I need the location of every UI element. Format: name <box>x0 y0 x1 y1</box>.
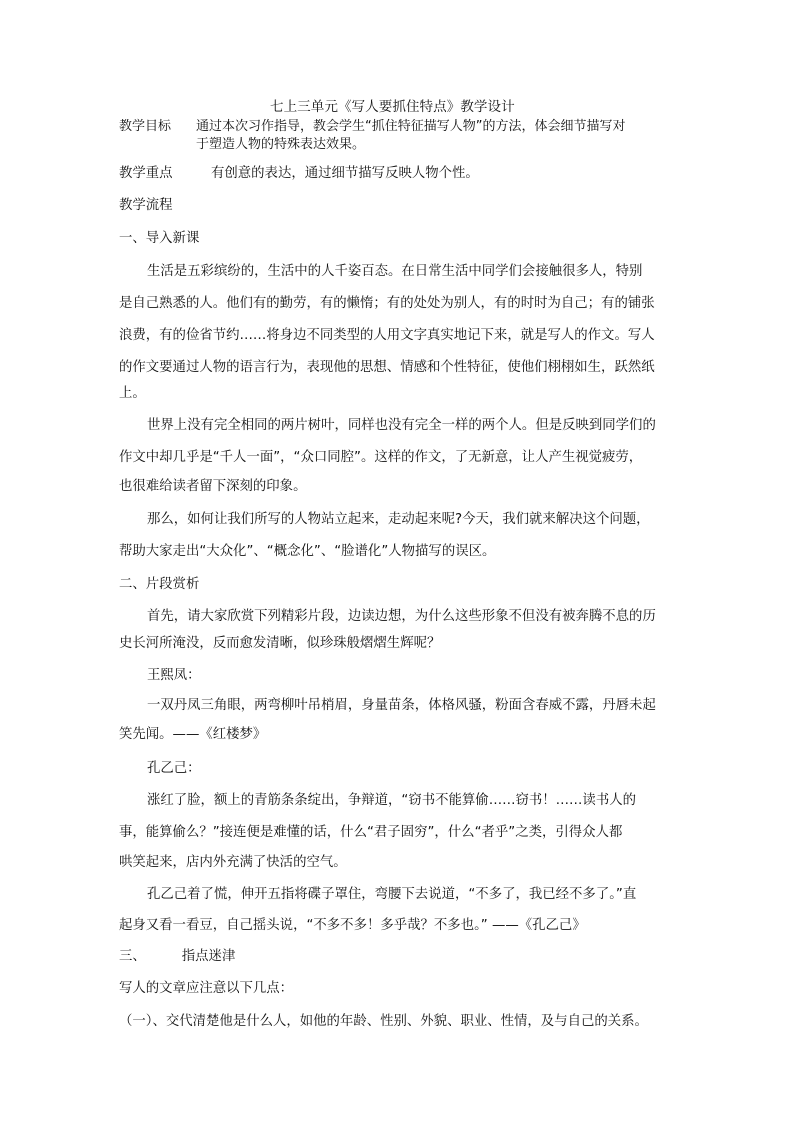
section1-para2-line-2: 作文中却几乎是“千人一面”，“众口同腔”。这样的作文，了无新意，让人产生视觉疲劳， <box>119 450 643 465</box>
section3-intro: 写人的文章应注意以下几点： <box>119 981 294 996</box>
section2-heading: 二、片段赏析 <box>119 577 200 592</box>
section1-para2-line-1: 世界上没有完全相同的两片树叶，同样也没有完全一样的两个人。但是反映到同学们的 <box>147 418 656 433</box>
section3-point-1: （一）、交代清楚他是什么人，如他的年龄、性别、外貌、职业、性情，及与自己的关系。 <box>119 1014 648 1029</box>
kong-yiji-text1-line-2: 事，能算偷么？”接连便是难懂的话，什么“君子固穷”，什么“者乎”之类，引得众人都 <box>119 825 623 840</box>
document-title: 七上三单元《写人要抓住特点》教学设计 <box>270 99 515 115</box>
kong-yiji-text2-line-2: 起身又看一看豆，自己摇头说，“不多不多！多乎哉？不多也。” ——《孔乙己》 <box>119 918 586 933</box>
section1-para3-line-1: 那么，如何让我们所写的人物站立起来，走动起来呢?今天，我们就来解决这个问题， <box>147 512 650 527</box>
section3-number: 三、 <box>119 949 146 964</box>
process-label: 教学流程 <box>119 198 173 213</box>
section2-intro-line-1: 首先，请大家欣赏下列精彩片段，边读边想，为什么这些形象不但没有被奔腾不息的历 <box>147 609 656 624</box>
wang-xifeng-name: 王熙凤： <box>147 668 201 683</box>
section1-para1-line-3: 浪费，有的俭省节约……将身边不同类型的人用文字真实地记下来，就是写人的作文。写人 <box>119 328 655 343</box>
section2-intro-line-2: 史长河所淹没，反而愈发清晰，似珍珠般熠熠生辉呢？ <box>119 636 441 651</box>
section3-title: 指点迷津 <box>181 949 236 964</box>
kong-yiji-text1-line-3: 哄笑起来，店内外充满了快活的空气。 <box>119 855 347 870</box>
wang-xifeng-text-line-1: 一双丹凤三角眼，两弯柳叶吊梢眉，身量苗条，体格风骚，粉面含春威不露，丹唇未起 <box>147 698 656 713</box>
section1-para1-line-5: 上。 <box>119 386 146 401</box>
section3-heading <box>119 947 235 967</box>
section1-para3-line-2: 帮助大家走出“大众化”、“概念化”、“脸谱化”人物描写的误区。 <box>119 544 496 559</box>
kong-yiji-name: 孔乙己： <box>147 761 201 776</box>
section1-heading: 一、导入新课 <box>119 231 200 246</box>
section1-para1-line-2: 是自己熟悉的人。他们有的勤劳，有的懒惰；有的处处为别人，有的时时为自己；有的铺张 <box>119 296 655 311</box>
section1-para1-line-1: 生活是五彩缤纷的，生活中的人千姿百态。在日常生活中同学们会接触很多人，特别 <box>147 264 643 279</box>
objective-text-line-2: 于塑造人物的特殊表达效果。 <box>196 137 366 152</box>
section1-para2-line-3: 也很难给读者留下深刻的印象。 <box>119 479 307 494</box>
focus-label: 教学重点 <box>119 166 173 181</box>
kong-yiji-text2-line-1: 孔乙己着了慌，伸开五指将碟子罩住，弯腰下去说道，“不多了，我已经不多了。”直 <box>147 887 637 902</box>
objective-label: 教学目标 <box>119 119 172 134</box>
kong-yiji-text1-line-1: 涨红了脸，额上的青筋条条绽出，争辩道，“窃书不能算偷……窃书！……读书人的 <box>147 793 636 808</box>
wang-xifeng-text-line-2: 笑先闻。——《红楼梦》 <box>119 727 267 742</box>
objective-text-line-1: 通过本次习作指导，教会学生“抓住特征描写人物”的方法，体会细节描写对 <box>196 119 626 134</box>
focus-text: 有创意的表达，通过细节描写反映人物个性。 <box>211 166 479 181</box>
section1-para1-line-4: 的作文要通过人物的语言行为，表现他的思想、情感和个性特征，使他们栩栩如生，跃然纸 <box>119 360 655 375</box>
